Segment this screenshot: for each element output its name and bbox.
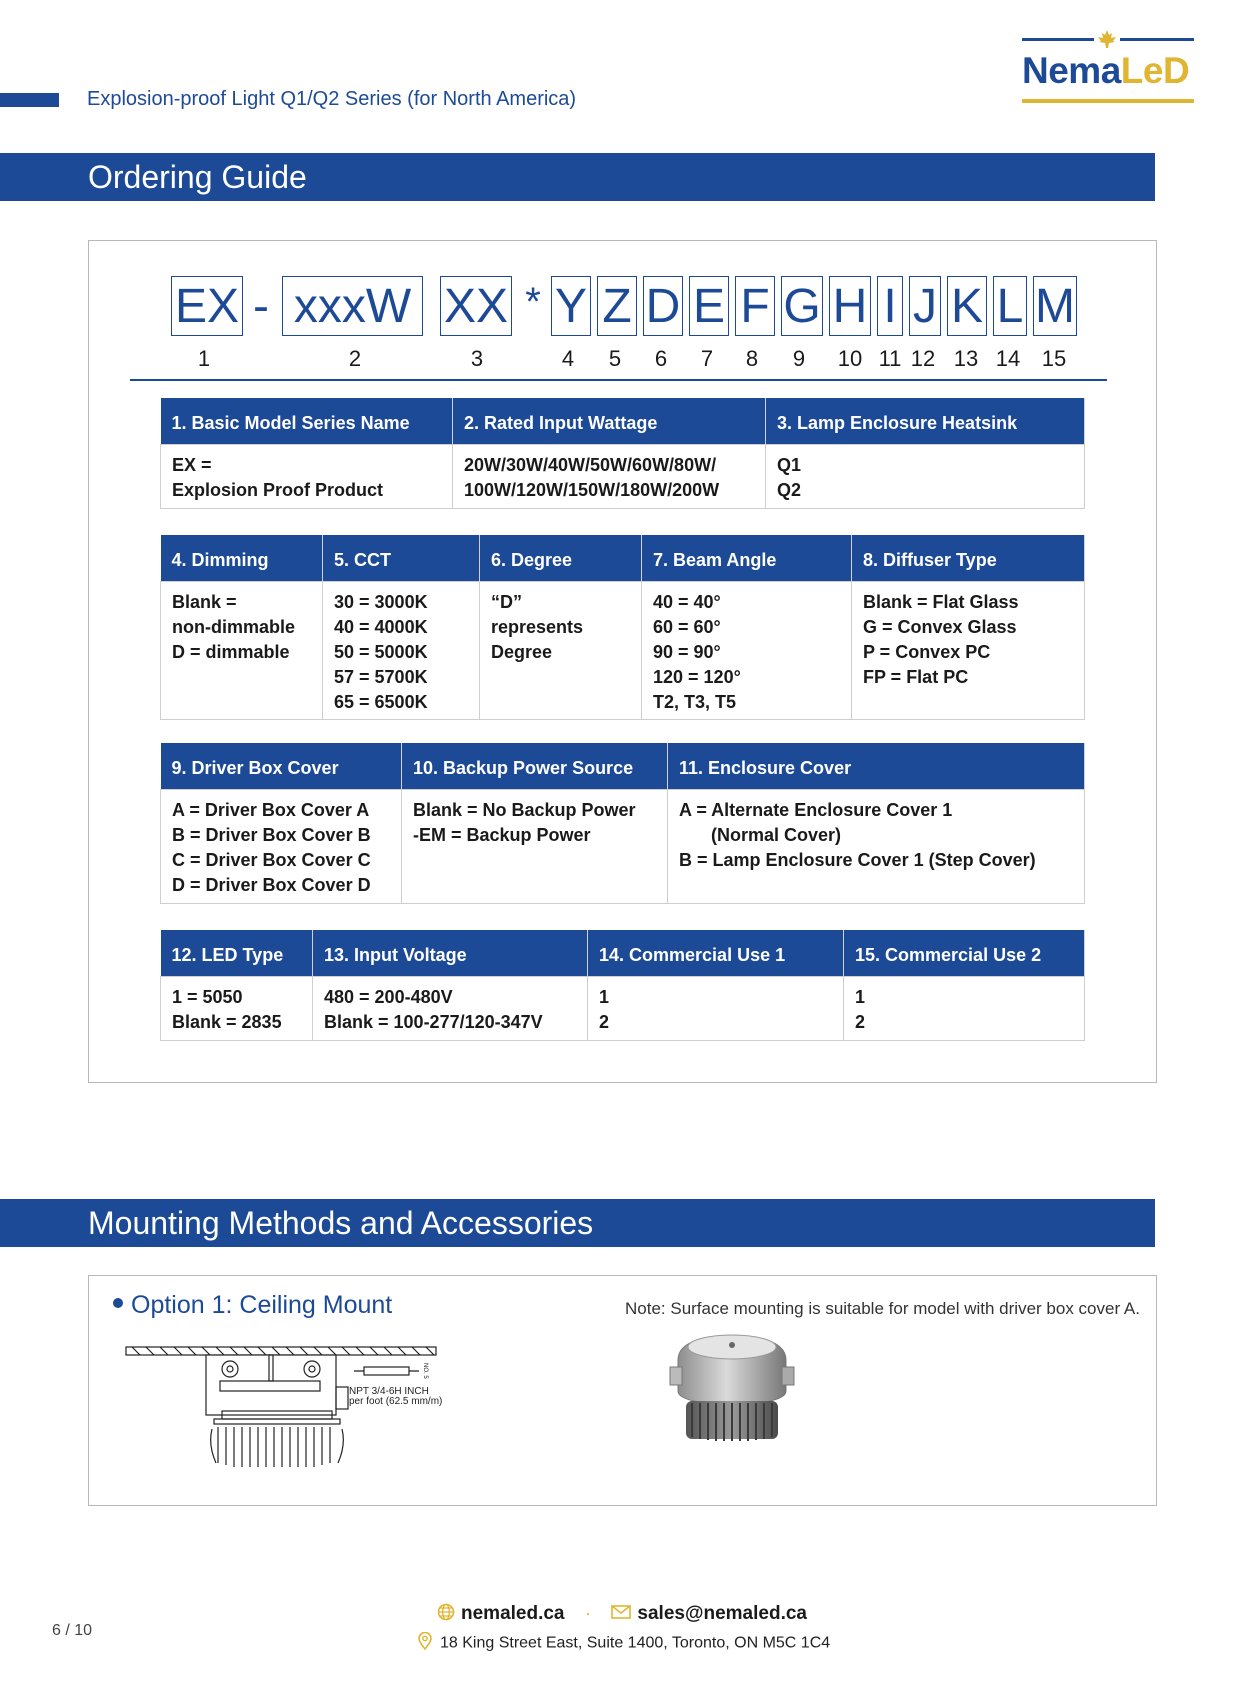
position-number: 12	[910, 346, 936, 371]
code-segment-heatsink: XX	[440, 276, 512, 336]
table-cell	[323, 582, 480, 720]
spec-table-1	[160, 398, 1085, 509]
code-letter-i: I	[877, 276, 903, 336]
cell-line: “D”	[491, 592, 522, 612]
table-cell	[161, 445, 453, 509]
cell-line: non-dimmable	[172, 617, 296, 637]
ceiling-mount-diagram	[124, 1345, 484, 1470]
cell-line: 50 = 5000K	[334, 642, 428, 662]
cell-line: 1	[599, 987, 610, 1007]
cell-line: 30 = 3000K	[334, 592, 428, 612]
position-number: 6	[654, 346, 668, 371]
cell-line: G = Convex Glass	[863, 617, 1017, 637]
position-number: 5	[608, 346, 622, 371]
position-number: 1	[197, 346, 211, 371]
diagram-label: NPT 3/4-6H INCH	[349, 1386, 429, 1397]
bullet-icon	[113, 1298, 123, 1308]
code-letter-f: F	[735, 276, 775, 336]
spec-table-4	[160, 930, 1085, 1041]
table-cell	[844, 977, 1085, 1041]
position-number: 4	[561, 346, 575, 371]
page-number: 6 / 10	[52, 1622, 93, 1639]
maple-leaf-icon	[1098, 30, 1116, 48]
logo-bottom-line	[1022, 99, 1194, 103]
cell-line: (Normal Cover)	[711, 825, 842, 845]
logo-wordmark	[1022, 50, 1189, 92]
cell-line: Blank = 100-277/120-347V	[324, 1012, 543, 1032]
table-cell	[161, 977, 313, 1041]
cell-line: B = Lamp Enclosure Cover 1 (Step Cover)	[679, 850, 1036, 870]
cell-line: EX =	[172, 455, 212, 475]
table-cell	[453, 445, 766, 509]
spec-table-3	[160, 743, 1085, 904]
code-letter-h: H	[829, 276, 871, 336]
cell-line: 120 = 120°	[653, 667, 741, 687]
header-accent-bar	[0, 93, 59, 107]
cell-line: 57 = 5700K	[334, 667, 428, 687]
cell-line: 60 = 60°	[653, 617, 721, 637]
cell-line: 65 = 6500K	[334, 692, 428, 712]
position-number: 13	[953, 346, 979, 371]
code-letter-z: Z	[597, 276, 637, 336]
doc-title: Explosion-proof Light Q1/Q2 Series (for North America)	[87, 88, 577, 110]
position-number: 10	[837, 346, 863, 371]
code-segment-wattage: xxxW	[282, 276, 423, 336]
table-header: 12. LED Type	[161, 930, 313, 977]
code-letter-y: Y	[551, 276, 591, 336]
position-number: 14	[995, 346, 1021, 371]
cell-line: Q2	[777, 480, 802, 500]
cell-line: T2, T3, T5	[653, 692, 737, 712]
cell-line: B = Driver Box Cover B	[172, 825, 371, 845]
table-header: 10. Backup Power Source	[402, 743, 668, 790]
table-header: 8. Diffuser Type	[852, 535, 1085, 582]
table-header: 7. Beam Angle	[642, 535, 852, 582]
cell-line: 480 = 200-480V	[324, 987, 453, 1007]
cell-line: D = dimmable	[172, 642, 290, 662]
location-pin-icon	[418, 1632, 432, 1655]
code-dash: -	[253, 279, 269, 333]
table-header: 6. Degree	[480, 535, 642, 582]
cell-line: Degree	[491, 642, 553, 662]
ordering-guide-heading: Ordering Guide	[0, 153, 1155, 201]
code-letter-m: M	[1033, 276, 1077, 336]
logo-top-line-right	[1120, 38, 1194, 41]
footer-address	[418, 1632, 830, 1655]
code-underline	[130, 379, 1107, 381]
table-cell	[852, 582, 1085, 720]
table-cell	[313, 977, 588, 1041]
cell-line: Blank = Flat Glass	[863, 592, 1019, 612]
table-cell	[766, 445, 1085, 509]
logo-text-nema: Nema	[1022, 50, 1121, 91]
address-text: 18 King Street East, Suite 1400, Toronto, ON M5C 1C4	[440, 1634, 831, 1652]
cell-line: FP = Flat PC	[863, 667, 969, 687]
table-header: 1. Basic Model Series Name	[161, 398, 453, 445]
code-letter-g: G	[781, 276, 823, 336]
table-cell	[161, 582, 323, 720]
table-cell	[480, 582, 642, 720]
logo-top-line-left	[1022, 38, 1094, 41]
option-title-text: Option 1: Ceiling Mount	[131, 1291, 393, 1319]
cell-line: P = Convex PC	[863, 642, 991, 662]
code-letter-j: J	[909, 276, 941, 336]
table-cell	[642, 582, 852, 720]
cell-line: 40 = 40°	[653, 592, 721, 612]
footer-contacts	[437, 1603, 807, 1626]
option-title	[113, 1291, 392, 1320]
position-number: 7	[700, 346, 714, 371]
code-segment-ex: EX	[171, 276, 243, 336]
table-header: 2. Rated Input Wattage	[453, 398, 766, 445]
table-header: 14. Commercial Use 1	[588, 930, 844, 977]
table-cell	[161, 790, 402, 904]
position-number: 9	[792, 346, 806, 371]
table-cell	[402, 790, 668, 904]
cell-line: 20W/30W/40W/50W/60W/80W/	[464, 455, 717, 475]
cell-line: Blank =	[172, 592, 237, 612]
table-cell	[668, 790, 1085, 904]
cell-line: D = Driver Box Cover D	[172, 875, 371, 895]
cell-line: 90 = 90°	[653, 642, 721, 662]
website-link[interactable]: nemaled.ca	[461, 1603, 565, 1624]
code-star: *	[525, 279, 541, 324]
table-header: 13. Input Voltage	[313, 930, 588, 977]
logo-text-led: LeD	[1120, 50, 1190, 91]
mounting-heading: Mounting Methods and Accessories	[0, 1199, 1155, 1247]
cell-line: 100W/120W/150W/180W/200W	[464, 480, 720, 500]
position-number: 8	[745, 346, 759, 371]
position-number: 2	[348, 346, 362, 371]
cell-line: A = Driver Box Cover A	[172, 800, 370, 820]
email-link[interactable]: sales@nemaled.ca	[637, 1603, 807, 1624]
code-letter-d: D	[643, 276, 683, 336]
code-letter-l: L	[993, 276, 1027, 336]
table-header: 4. Dimming	[161, 535, 323, 582]
table-header: 15. Commercial Use 2	[844, 930, 1085, 977]
position-number: 11	[878, 346, 902, 371]
cell-line: Blank = No Backup Power	[413, 800, 636, 820]
cell-line: represents	[491, 617, 584, 637]
cell-line: Blank = 2835	[172, 1012, 282, 1032]
table-header: 5. CCT	[323, 535, 480, 582]
globe-icon	[437, 1603, 455, 1626]
cell-line: 1 = 5050	[172, 987, 243, 1007]
code-letter-e: E	[689, 276, 729, 336]
cell-line: 1	[855, 987, 866, 1007]
footer-separator: ·	[584, 1603, 591, 1623]
position-number: 15	[1041, 346, 1067, 371]
diagram-label: per foot (62.5 mm/m)	[349, 1396, 443, 1407]
company-logo	[1022, 30, 1194, 108]
mail-icon	[611, 1605, 631, 1624]
table-header: 11. Enclosure Cover	[668, 743, 1085, 790]
position-number: 3	[470, 346, 484, 371]
cell-line: -EM = Backup Power	[413, 825, 591, 845]
spec-table-2	[160, 535, 1085, 720]
code-letter-k: K	[947, 276, 987, 336]
cell-line: 40 = 4000K	[334, 617, 428, 637]
product-photo	[668, 1325, 796, 1447]
cell-line: 2	[855, 1012, 866, 1032]
cell-line: A = Alternate Enclosure Cover 1	[679, 800, 953, 820]
table-cell	[588, 977, 844, 1041]
cell-line: 2	[599, 1012, 610, 1032]
mounting-note: Note: Surface mounting is suitable for model with driver box cover A.	[625, 1299, 1140, 1318]
table-header: 9. Driver Box Cover	[161, 743, 402, 790]
table-header: 3. Lamp Enclosure Heatsink	[766, 398, 1085, 445]
cell-line: C = Driver Box Cover C	[172, 850, 371, 870]
cell-line: Explosion Proof Product	[172, 480, 384, 500]
cell-line: Q1	[777, 455, 802, 475]
diagram-label: NO. 5	[422, 1363, 428, 1379]
